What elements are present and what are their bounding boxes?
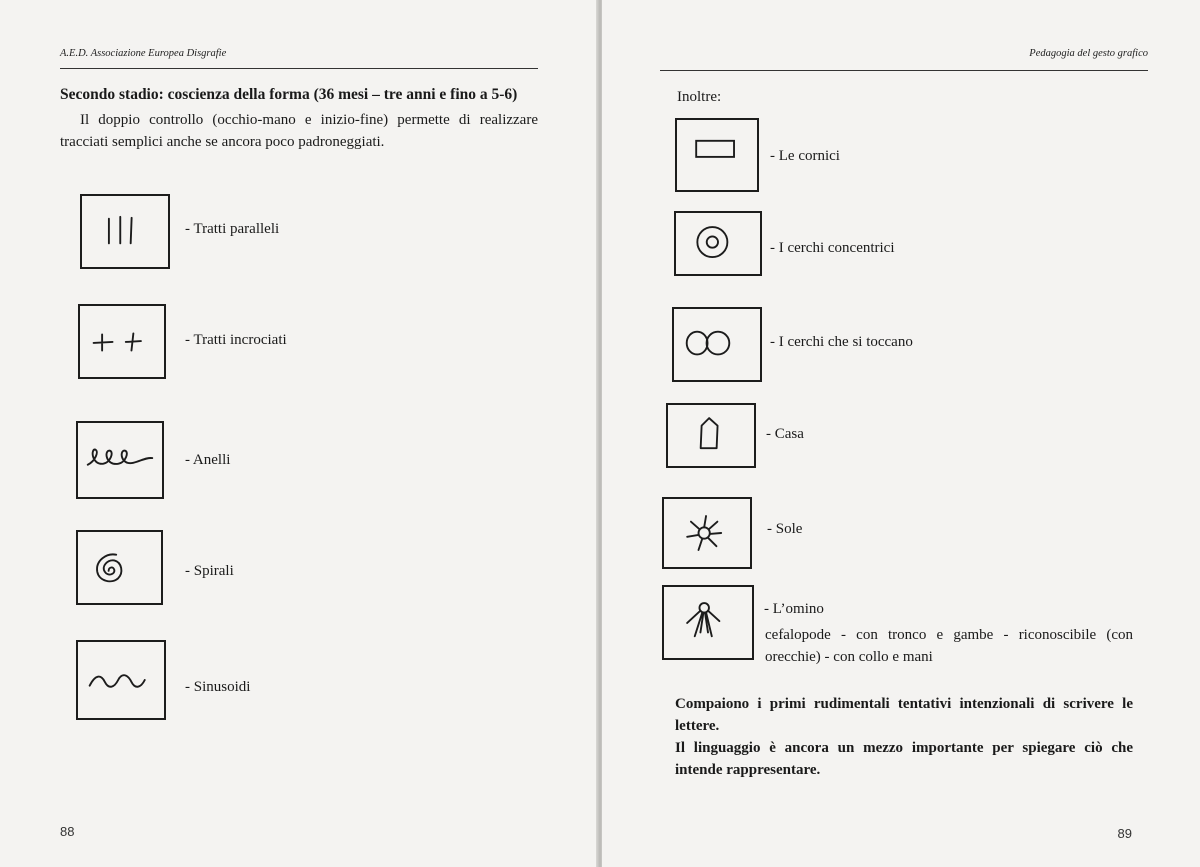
running-head-right: Pedagogia del gesto grafico: [1029, 48, 1148, 59]
page-number-left: 88: [60, 824, 75, 839]
caption-sun: - Sole: [767, 521, 803, 537]
drawing-box-loops: [76, 421, 164, 499]
drawing-box-concentric: [674, 211, 762, 276]
section-heading: Secondo stadio: coscienza della forma (36 mesi – tre anni e fino a 5-6): [60, 86, 518, 103]
caption-parallel: - Tratti paralleli: [185, 221, 280, 237]
parallel-lines-icon: [82, 196, 168, 267]
caption-crossed: - Tratti incrociati: [185, 332, 287, 348]
caption-touching: - I cerchi che si toccano: [770, 334, 913, 350]
bold-paragraph-1: Compaiono i primi rudimentali tentativi intenzionali di scrivere le lettere.: [675, 696, 1133, 734]
header-rule: [60, 68, 538, 69]
drawing-box-parallel: [80, 194, 170, 269]
header-rule: [660, 70, 1148, 71]
page-number-right: 89: [1117, 826, 1132, 841]
inoltre-label: Inoltre:: [677, 89, 722, 105]
omino-detail: cefalopode - con tronco e gambe - riconoscibile (con orecchie) - con collo e mani: [765, 627, 1133, 665]
caption-sinusoid: - Sinusoidi: [185, 679, 251, 695]
little-man-icon: [664, 587, 752, 658]
drawing-box-touching: [672, 307, 762, 382]
drawing-box-sinusoid: [76, 640, 166, 720]
running-head-left: A.E.D. Associazione Europea Disgrafie: [60, 48, 227, 59]
crossed-lines-icon: [80, 306, 164, 377]
right-page: [602, 0, 1200, 867]
concentric-circles-icon: [676, 213, 760, 274]
caption-omino: - L’omino: [764, 601, 824, 617]
sun-icon: [664, 499, 750, 567]
drawing-box-spiral: [76, 530, 163, 605]
left-page: [0, 0, 598, 867]
frame-icon: [677, 120, 757, 190]
loops-icon: [78, 423, 162, 497]
touching-circles-icon: [674, 309, 760, 380]
caption-frame: - Le cornici: [770, 148, 840, 164]
caption-concentric: - I cerchi concentrici: [770, 240, 895, 256]
caption-loops: - Anelli: [185, 452, 231, 468]
bold-paragraph-2: Il linguaggio è ancora un mezzo importante per spiegare ciò che intende rappresentare.: [675, 740, 1133, 778]
caption-spiral: - Spirali: [185, 563, 234, 579]
drawing-box-frame: [675, 118, 759, 192]
house-icon: [668, 405, 754, 466]
sinusoid-icon: [78, 642, 164, 718]
spiral-icon: [78, 532, 161, 603]
drawing-box-sun: [662, 497, 752, 569]
intro-paragraph: Il doppio controllo (occhio-mano e inizio-fine) permette di realizzare tracciati semplici anche se ancora poco padroneggiati.: [60, 112, 538, 150]
drawing-box-crossed: [78, 304, 166, 379]
caption-house: - Casa: [766, 426, 804, 442]
drawing-box-omino: [662, 585, 754, 660]
drawing-box-house: [666, 403, 756, 468]
